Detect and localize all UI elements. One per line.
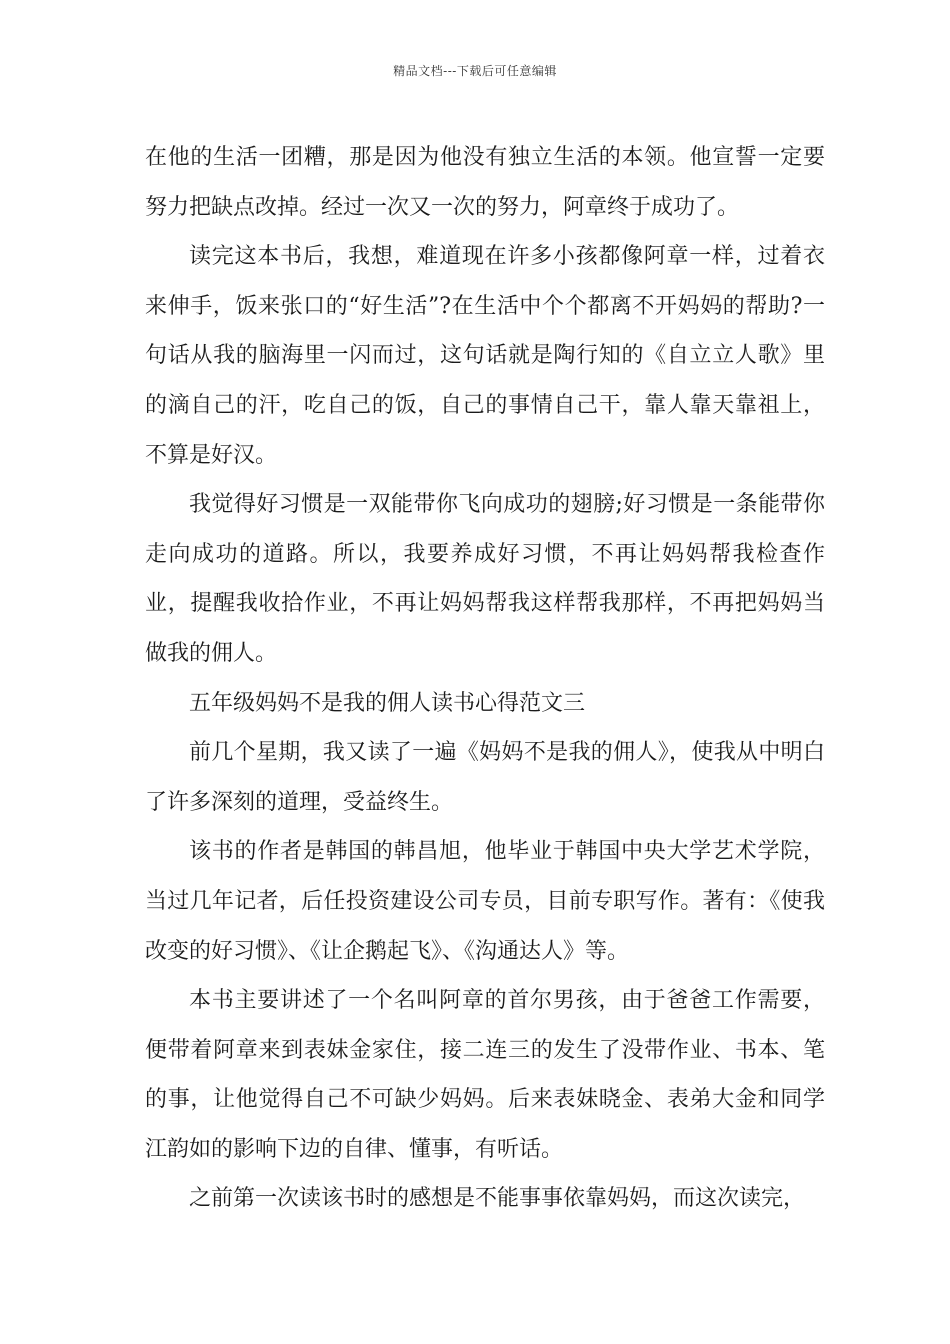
paragraph: 读完这本书后，我想，难道现在许多小孩都像阿章一样，过着衣来伸手，饭来张口的“好生活”?在生活中个个都离不开妈妈的帮助?一句话从我的脑海里一闪而过，这句话就是陶行知的《自立立人歌》里的滴自己的汗，吃自己的饭，自己的事情自己干，靠人靠天靠祖上，不算是好汉。: [145, 244, 825, 468]
page-header: 精品文档---下载后可任意编辑: [393, 64, 557, 78]
paragraph: 之前第一次读该书时的感想是不能事事依靠妈妈，而这次读完，: [189, 1186, 806, 1212]
paragraph: 前几个星期，我又读了一遍《妈妈不是我的佣人》，使我从中明白了许多深刻的道理，受益终生。: [145, 740, 825, 815]
paragraph: 我觉得好习惯是一双能带你飞向成功的翅膀;好习惯是一条能带你走向成功的道路。所以，我要养成好习惯，不再让妈妈帮我检查作业，提醒我收拾作业，不再让妈妈帮我这样帮我那样，不再把妈妈当做我的佣人。: [145, 492, 825, 666]
paragraph: 在他的生活一团糟，那是因为他没有独立生活的本领。他宣誓一定要努力把缺点改掉。经过一次又一次的努力，阿章终于成功了。: [145, 145, 825, 220]
section-heading: 五年级妈妈不是我的佣人读书心得范文三: [189, 690, 586, 716]
paragraph: 该书的作者是韩国的韩昌旭，他毕业于韩国中央大学艺术学院，当过几年记者，后任投资建设公司专员，目前专职写作。著有：《使我改变的好习惯》、《让企鹅起飞》、《沟通达人》等。: [145, 839, 825, 964]
paragraph: 本书主要讲述了一个名叫阿章的首尔男孩，由于爸爸工作需要，便带着阿章来到表妹金家住，接二连三的发生了没带作业、书本、笔的事，让他觉得自己不可缺少妈妈。后来表妹晓金、表弟大金和同学江韵如的影响下边的自律、懂事，有听话。: [145, 988, 825, 1162]
body-text: [145, 133, 825, 1224]
